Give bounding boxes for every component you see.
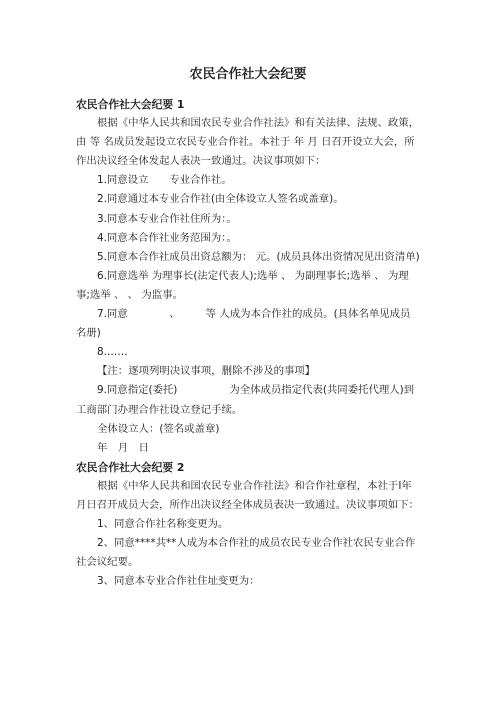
signature-line: 全体设立人：(签名或盖章) (97, 422, 220, 435)
section2-item-2: 2、同意****共**人成为本合作社的成员农民专业合作社农民专业合作社会议纪要。 (76, 537, 416, 569)
document-title: 农民合作社大会纪要 (189, 67, 307, 82)
section2-item-1: 1、同意合作社名称变更为。 (97, 518, 229, 531)
section2-item-3: 3、同意本专业合作社住址变更为： (97, 575, 260, 588)
resolution-item-9: 9.同意指定(委托) 为全体成员指定代表(共同委托代理人)到工商部门办理合作社设立登记手续。 (76, 384, 415, 416)
resolution-item-6: 6.同意选举 为理事长(法定代表人);选举 、 为副理事长;选举 、 为理事;选举 、 、 为监事。 (76, 269, 409, 301)
resolution-item-2: 2.同意通过本专业合作社(由全体设立人签名或盖章)。 (97, 193, 344, 206)
instruction-note: 【注：逐项列明决议事项，删除不涉及的事项】 (97, 365, 316, 378)
resolution-item-7: 7.同意 、 等 人成为本合作社的成员。(具体名单见成员名册) (76, 308, 411, 340)
section2-intro: 根据《中华人民共和国农民专业合作社法》和合作社章程，本社于I年月日召开成员大会，所作出决议经全体成员表决一致通过。决议事项如下： (76, 479, 419, 511)
resolution-item-1: 1.同意设立 专业合作社。 (97, 174, 232, 187)
resolution-item-5: 5.同意本合作社成员出资总额为： 元。(成员具体出资情况见出资清单) (97, 250, 420, 263)
date-line: 年 月 日 (97, 441, 149, 454)
document-body (76, 95, 420, 591)
resolution-item-8: 8.…… (97, 346, 128, 359)
resolution-item-4: 4.同意本合作社业务范围为：。 (97, 231, 237, 244)
resolution-item-3: 3.同意本专业合作社住所为：。 (97, 212, 237, 225)
section-heading-2: 农民合作社大会纪要 2 (76, 460, 185, 474)
section-heading-1: 农民合作社大会纪要 1 (76, 98, 185, 111)
section1-intro: 根据《中华人民共和国农民专业合作社法》和有关法律、法规、政策，由 等 名成员发起设立农民专业合作社。本社于 年 月 日召开设立大会，所作出决议经全体发起人表决一致通过。决议事项如下： (76, 117, 420, 168)
